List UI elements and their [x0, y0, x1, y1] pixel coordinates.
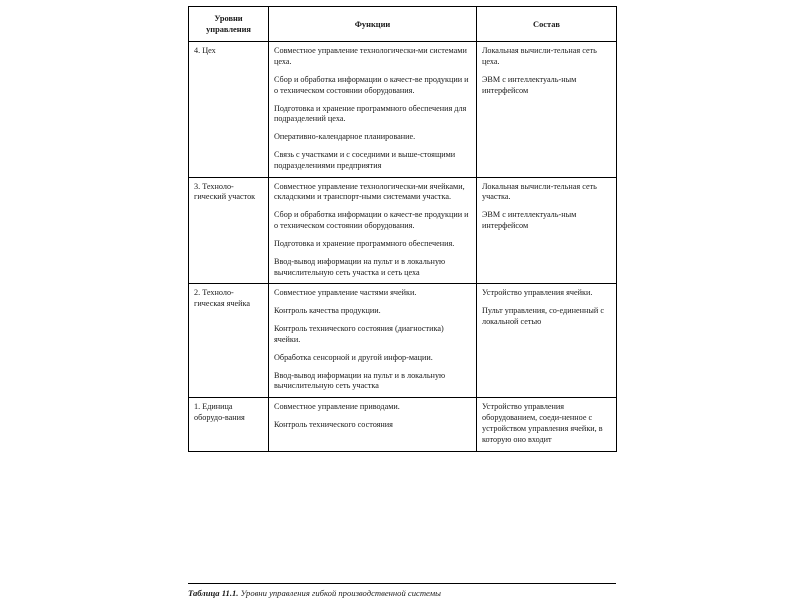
table-row — [189, 177, 617, 284]
composition-item: Устройство управления ячейки. — [482, 288, 593, 298]
function-item: Совместное управление технологически-ми системами цеха. — [274, 46, 467, 67]
function-item: Контроль качества продукции. — [274, 306, 381, 316]
caption-divider — [188, 583, 616, 584]
row-composition — [477, 284, 617, 398]
row-composition — [477, 177, 617, 284]
function-item: Совместное управление технологически-ми ячейками, складскими и транспорт-ными системами участка. — [274, 181, 465, 202]
caption-label: Таблица 11.1. — [188, 588, 239, 598]
function-item: Ввод-вывод информации на пульт и в локальную вычислительную сеть участка и сеть цеха — [274, 256, 446, 277]
control-levels-table — [188, 6, 617, 452]
table-row — [189, 398, 617, 451]
function-item: Контроль технического состояния — [274, 420, 393, 430]
table-row — [189, 42, 617, 177]
table-body — [189, 42, 617, 451]
row-functions — [269, 177, 477, 284]
control-levels-table-wrapper — [188, 6, 616, 452]
composition-item: Пульт управления, со-единенный с локальной сетью — [482, 306, 604, 327]
row-functions — [269, 398, 477, 451]
row-level-label: 2. Техноло-гическая ячейка — [189, 284, 269, 398]
column-header-levels — [189, 7, 269, 42]
table-header-row — [189, 7, 617, 42]
composition-item: Устройство управления оборудованием, соеди-ненное с устройством управления ячейки, в которую оно входит — [482, 402, 603, 444]
function-item: Обработка сенсорной и другой инфор-мации. — [274, 352, 433, 362]
function-item: Совместное управление частями ячейки. — [274, 288, 417, 298]
composition-item: Локальная вычисли-тельная сеть участка. — [482, 181, 597, 202]
function-item: Ввод-вывод информации на пульт и в локальную вычислительную сеть участка — [274, 370, 446, 391]
row-level-label: 1. Единица оборудо-вания — [189, 398, 269, 451]
function-item: Подготовка и хранение программного обеспечения для подразделений цеха. — [274, 103, 467, 124]
row-level-label: 3. Техноло-гический участок — [189, 177, 269, 284]
column-header-levels-line1: Уровни — [214, 14, 243, 23]
caption-text: Уровни управления гибкой производственной системы — [240, 588, 441, 598]
row-composition — [477, 42, 617, 177]
function-item: Сбор и обработка информации о качест-ве продукции и о техническом состоянии оборудования. — [274, 74, 469, 95]
composition-item: ЭВМ с интеллектуаль-ным интерфейсом — [482, 210, 577, 231]
function-item: Связь с участками и с соседними и выше-стоящими подразделениями предприятия — [274, 149, 456, 170]
composition-item: Локальная вычисли-тельная сеть цеха. — [482, 46, 597, 67]
function-item: Совместное управление приводами. — [274, 402, 400, 412]
function-item: Подготовка и хранение программного обеспечения. — [274, 238, 455, 248]
function-item: Контроль технического состояния (диагностика) ячейки. — [274, 324, 444, 344]
function-item: Сбор и обработка информации о качест-ве продукции и о техническом состоянии оборудования. — [274, 210, 469, 231]
table-header — [189, 7, 617, 42]
row-functions — [269, 42, 477, 177]
row-functions — [269, 284, 477, 398]
column-header-levels-line2: управления — [206, 25, 251, 35]
composition-item: ЭВМ с интеллектуаль-ным интерфейсом — [482, 74, 577, 95]
table-caption — [188, 588, 658, 598]
column-header-functions: Функции — [269, 7, 477, 42]
row-level-label: 4. Цех — [189, 42, 269, 177]
row-composition — [477, 398, 617, 451]
column-header-composition: Состав — [477, 7, 617, 42]
table-row — [189, 284, 617, 398]
function-item: Оперативно-календарное планирование. — [274, 132, 416, 142]
